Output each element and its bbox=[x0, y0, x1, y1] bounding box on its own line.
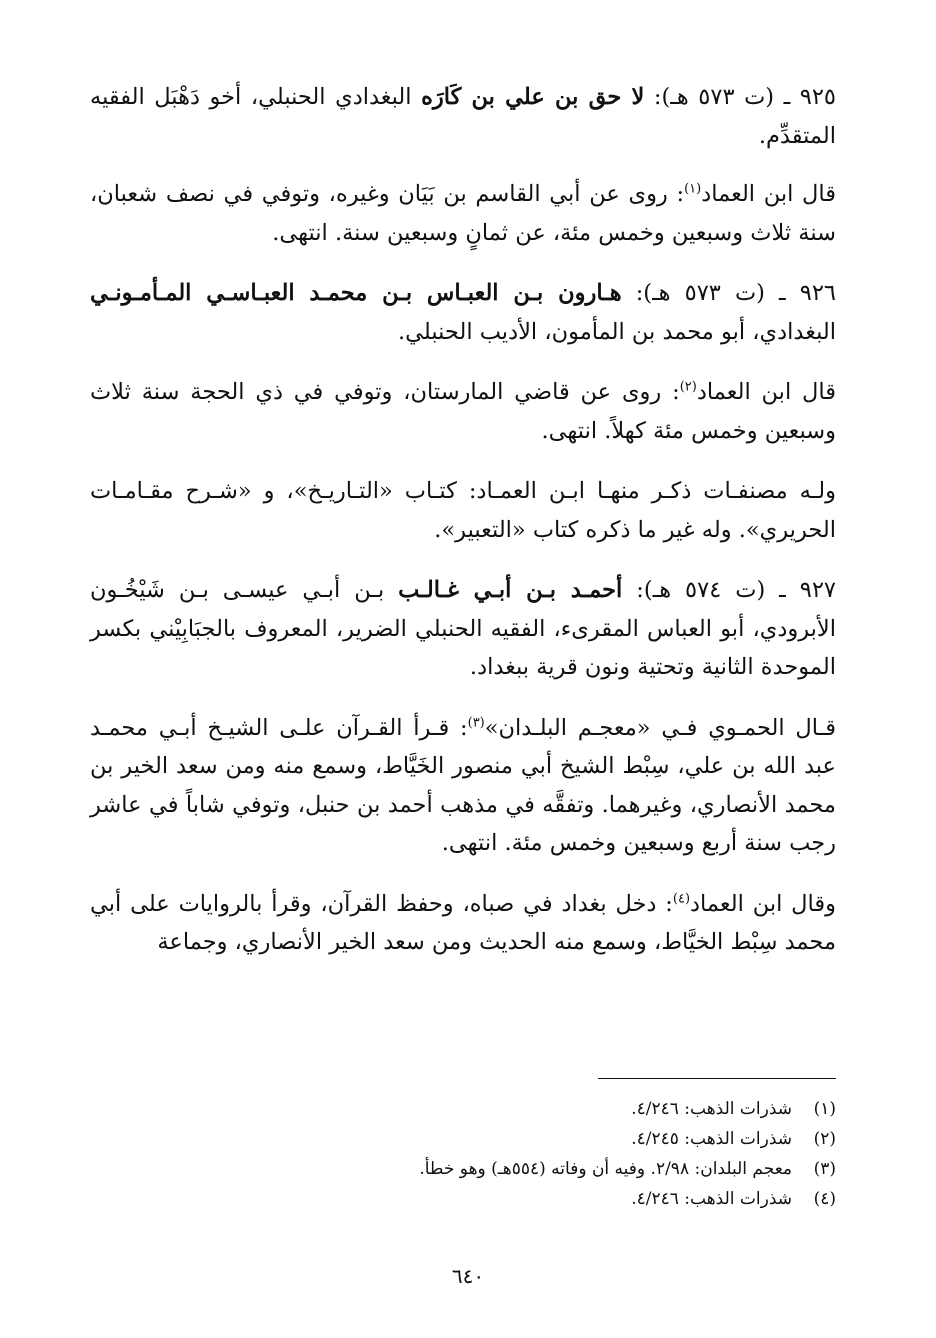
footnote-number: (٤) bbox=[813, 1189, 836, 1209]
footnote-ref: (٤) bbox=[672, 891, 691, 906]
footnote-2 bbox=[316, 1124, 836, 1154]
works-paragraph bbox=[90, 472, 836, 549]
footnote-text: شذرات الذهب: ٤/٢٤٦. bbox=[631, 1189, 792, 1209]
entry-head: ٩٢٦ ـ (ت ٥٧٣ هـ): bbox=[621, 280, 836, 306]
footnote-number: (١) bbox=[813, 1099, 836, 1119]
entry-name: لا حق بن علي بن كَارَه bbox=[421, 84, 645, 110]
quote-ibn-al-imad-4 bbox=[90, 885, 836, 962]
footnote-text: شذرات الذهب: ٤/٢٤٦. bbox=[631, 1099, 792, 1119]
quote-ibn-al-imad-2 bbox=[90, 373, 836, 450]
footnote-3 bbox=[316, 1154, 836, 1184]
footnote-separator bbox=[598, 1078, 836, 1079]
entry-head: ٩٢٧ ـ (ت ٥٧٤ هـ): bbox=[622, 577, 837, 603]
footnote-ref: (٢) bbox=[679, 379, 697, 395]
entry-926 bbox=[90, 274, 836, 351]
entry-text: البغدادي الحنبلي، أخو دَهْبَل الفقيه المتقدِّم. bbox=[90, 84, 836, 149]
entry-927 bbox=[90, 571, 836, 687]
quote-intro: قـال الحمـوي فـي «معجـم البلـدان» bbox=[484, 714, 836, 741]
entry-name: أحمـد بـن أبـي غـالـب bbox=[398, 577, 623, 603]
paragraph-text: ولـه مصنفـات ذكـر منهـا ابـن العمـاد: كتـاب «التـاريـخ»، و «شـرح مقـامـات الحريري». وله غير ما ذكره كتاب «التعبير». bbox=[90, 478, 836, 543]
entry-925 bbox=[90, 78, 836, 155]
entry-name: هـارون بـن العبـاس بـن محمـد العبـاسـي المـأمـونـي bbox=[90, 280, 622, 306]
footnote-ref: (١) bbox=[684, 181, 702, 197]
footnotes bbox=[316, 1094, 836, 1214]
quote-ibn-al-imad-1 bbox=[90, 175, 836, 252]
main-text bbox=[90, 78, 836, 984]
footnote-4 bbox=[316, 1184, 836, 1214]
quote-hamawi bbox=[90, 709, 836, 863]
footnote-text: شذرات الذهب: ٤/٢٤٥. bbox=[631, 1129, 792, 1149]
quote-intro: وقال ابن العماد bbox=[690, 890, 836, 917]
footnote-1 bbox=[316, 1094, 836, 1124]
quote-text: : قـرأ القـرآن علـى الشيـخ أبـي محمـد عبد الله بن علي، سِبْط الشيخ أبي منصور الخَيَّاط، وسمع منه ومن سعد الخير بن محمد الأنصاري، وغيرهما. وتفقَّه في مذهب أحمد بن حنبل، وتوفي شاباً في عاشر رجب سنة أربع وسبعين وخمس مئة. انتهى. bbox=[90, 714, 836, 856]
entry-head: ٩٢٥ ـ (ت ٥٧٣ هـ): bbox=[644, 84, 837, 110]
footnote-text: معجم البلدان: ٢/٩٨. وفيه أن وفاته (٥٥٤هـ) وهو خطأ. bbox=[419, 1159, 792, 1179]
footnote-number: (٢) bbox=[813, 1129, 836, 1149]
quote-intro: قال ابن العماد bbox=[696, 379, 836, 405]
quote-text: : روى عن أبي القاسم بن بَيَان وغيره، وتوفي في نصف شعبان، سنة ثلاث وسبعين وخمس مئة، عن ثمانٍ وسبعين سنة. انتهى. bbox=[90, 181, 836, 246]
entry-text: البغدادي، أبو محمد بن المأمون، الأديب الحنبلي. bbox=[398, 318, 836, 345]
page-number: ٦٤٠ bbox=[451, 1264, 485, 1288]
footnote-ref: (٣) bbox=[467, 715, 485, 730]
footnote-number: (٣) bbox=[813, 1159, 836, 1179]
quote-text: : دخل بغداد في صباه، وحفظ القرآن، وقرأ بالروايات على أبي محمد سِبْط الخيَّاط، وسمع منه الحديث ومن سعد الخير الأنصاري، وجماعة bbox=[90, 890, 836, 955]
quote-intro: قال ابن العماد bbox=[701, 181, 837, 207]
entry-text: بـن أبـي عيسـى بـن شَيْخُـون الأبرودي، أبو العباس المقرىء، الفقيه الحنبلي الضرير، المعروف بالجبَابِيْني بكسر الموحدة الثانية وتحتية ونون قرية ببغداد. bbox=[90, 577, 836, 680]
quote-text: : روى عن قاضي المارستان، وتوفي في ذي الحجة سنة ثلاث وسبعين وخمس مئة كهلاً. انتهى. bbox=[90, 379, 836, 444]
